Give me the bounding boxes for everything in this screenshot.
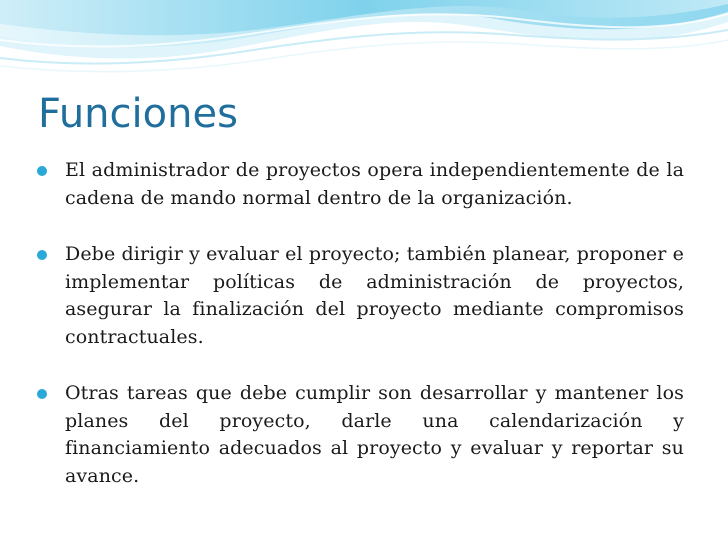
bullet-item — [36, 380, 684, 490]
bullet-item — [36, 157, 684, 212]
bullet-text: Debe dirigir y evaluar el proyecto; también planear, proponer e implementar políticas de administración de proyectos, asegurar la finalización del proyecto mediante compromisos contractuales. — [65, 243, 684, 348]
bullet-text: Otras tareas que debe cumplir son desarrollar y mantener los planes del proyecto, darle una calendarización y financiamiento adecuados al proyecto y evaluar y reportar su avance. — [65, 382, 684, 487]
bullet-item — [36, 241, 684, 351]
bullet-text: El administrador de proyectos opera independientemente de la cadena de mando normal dentro de la organización. — [65, 159, 684, 209]
bullet-dot-icon — [37, 166, 47, 176]
bullet-dot-icon — [37, 250, 47, 260]
bullet-list — [36, 157, 684, 519]
header-wave-decoration — [0, 0, 728, 80]
slide-title: Funciones — [38, 91, 238, 137]
bullet-dot-icon — [37, 389, 47, 399]
